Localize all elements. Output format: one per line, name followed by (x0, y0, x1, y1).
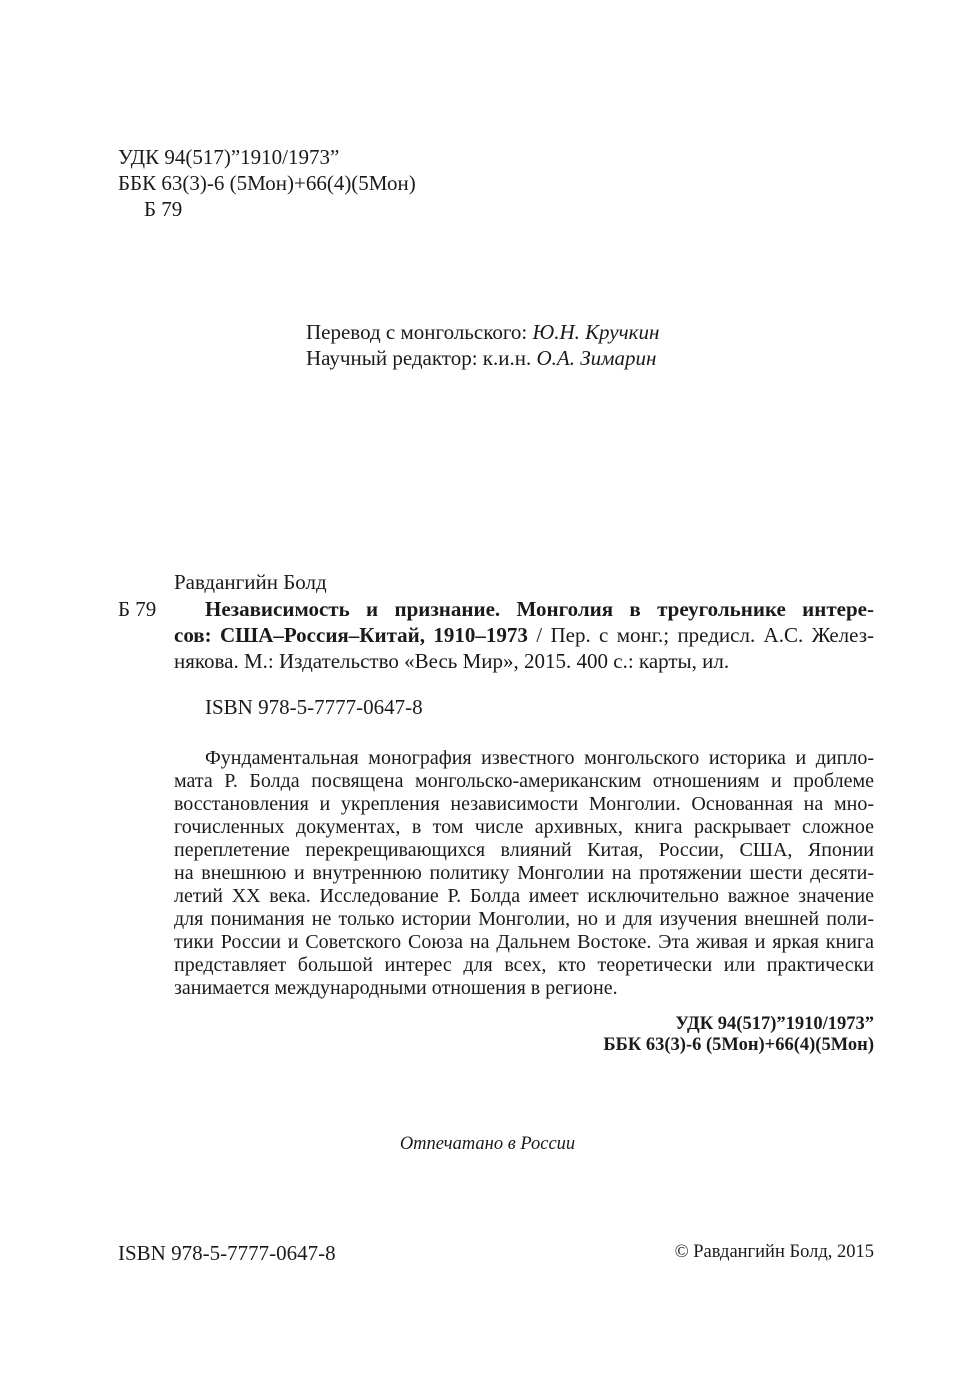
catalog-title-bold-2: сов: США–Россия–Китай, 1910–1973 (174, 623, 528, 647)
abstract-line-5: переплетение перекрещивающихся влияний Китая, России, США, Японии (174, 839, 874, 861)
catalog-title-normal-2: / Пер. с монг.; предисл. А.С. Желез- (527, 623, 875, 647)
abstract-line-8: для понимания не только истории Монголии, но и для изучения внешней поли- (174, 908, 874, 930)
classification-udk: УДК 94(517)”1910/1973” (675, 1014, 874, 1034)
catalog-author-mark: Б 79 (118, 597, 157, 621)
catalog-author: Равдангийн Болд (174, 570, 327, 594)
header-udk: УДК 94(517)”1910/1973” (118, 145, 340, 169)
header-author-mark: Б 79 (144, 197, 183, 221)
abstract-line-11: занимается международными отношения в регионе. (174, 977, 618, 999)
translation-credit (306, 319, 659, 345)
catalog-isbn: ISBN 978-5-7777-0647-8 (205, 695, 423, 719)
footer-isbn: ISBN 978-5-7777-0647-8 (118, 1241, 336, 1265)
abstract-line-7: летий XX века. Исследование Р. Болда имеет исключительно важное значение (174, 885, 874, 907)
catalog-title-normal-3: някова. М.: Издательство «Весь Мир», 2015. 400 с.: карты, ил. (174, 649, 730, 673)
editor-name: О.А. Зимарин (536, 346, 657, 370)
abstract-line-6: на внешнюю и внутреннюю политику Монголии на протяжении шести десяти- (174, 862, 874, 884)
editor-label: Научный редактор: к.и.н. (306, 346, 532, 370)
catalog-title-line-2 (174, 622, 874, 648)
translator-name: Ю.Н. Кручкин (532, 320, 660, 344)
classification-bbk: ББК 63(3)-6 (5Мон)+66(4)(5Мон) (603, 1035, 874, 1055)
printed-in-label: Отпечатано в России (399, 1134, 576, 1154)
abstract-line-10: представляет большой интерес для всех, кто теоретически или практически (174, 954, 874, 976)
abstract-line-1: Фундаментальная монография известного монгольского историка и дипло- (205, 747, 874, 769)
translation-label: Перевод с монгольского: (306, 320, 528, 344)
abstract-line-3: восстановления и укрепления независимости Монголии. Основанная на мно- (174, 793, 874, 815)
footer-copyright: © Равдангийн Болд, 2015 (674, 1242, 874, 1262)
abstract-line-4: гочисленных документах, в том числе архивных, книга раскрывает сложное (174, 816, 874, 838)
catalog-title-line-3 (174, 648, 729, 674)
header-bbk: ББК 63(3)-6 (5Мон)+66(4)(5Мон) (118, 171, 416, 195)
abstract-line-2: мата Р. Болда посвящена монгольско-американским отношениям и проблеме (174, 770, 874, 792)
abstract-line-9: тики России и Советского Союза на Дальнем Востоке. Эта живая и яркая книга (174, 931, 874, 953)
editor-credit (306, 345, 656, 371)
catalog-title-line-1 (205, 596, 874, 622)
catalog-title-bold-1: Независимость и признание. Монголия в треугольнике интере- (205, 597, 874, 621)
